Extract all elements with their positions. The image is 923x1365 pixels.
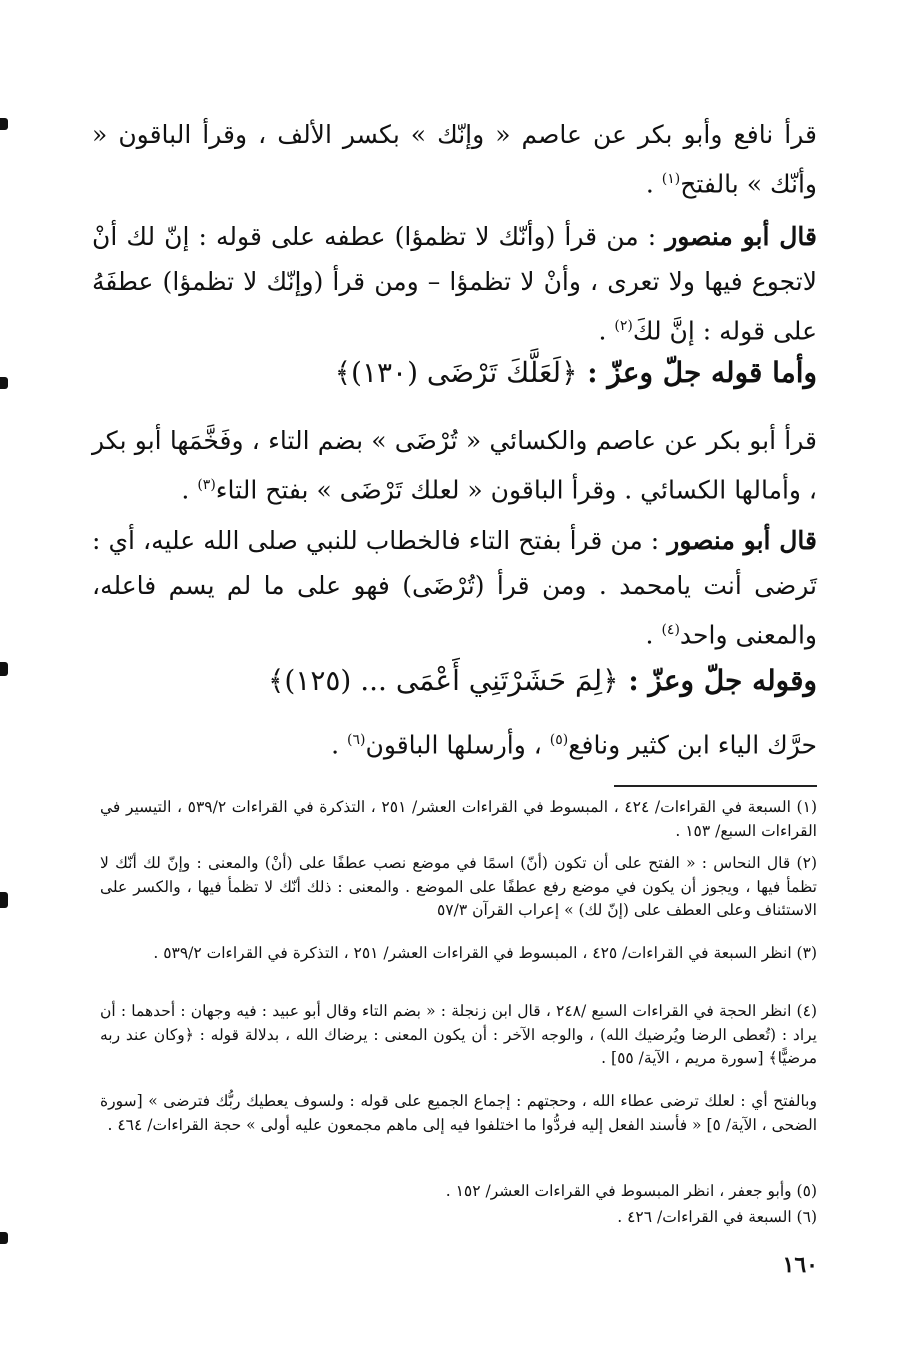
quranic-verse: ﴿لَعَلَّكَ تَرْضَى (١٣٠)﴾ (334, 356, 578, 389)
left-margin-mark (0, 892, 8, 908)
paragraph-reading-1: قرأ نافع وأبو بكر عن عاصم « وإنّك » بكسر الألف ، وقرأ الباقون « وأنّك » بالفتح$^{(١)}$ . (92, 120, 817, 199)
paragraph-reading-2: قرأ أبو بكر عن عاصم والكسائي « تُرْضَى » بضم التاء ، وفَخَّمَها أبو بكر ، وأمالها الكسائي . وقرأ الباقون « لعلك تَرْضَى » بفتح التاء$^{(٣)}$ . (92, 426, 817, 505)
speaker-label: قال أبو منصور (665, 222, 818, 251)
verse-heading-1: وأما قوله جلّ وعزّ : ﴿لَعَلَّكَ تَرْضَى (١٣٠)﴾ (334, 356, 817, 389)
footnote-ref: (٤) (661, 622, 680, 638)
footnote-divider (614, 785, 817, 787)
page-number: ١٦٠ (782, 1252, 818, 1278)
paragraph-commentary-1: قال أبو منصور : من قرأ (وأنّك لا تظمؤا) عطفه على قوله : إنّ لك أنْ لاتجوع فيها ولا تعرى ، وأنْ لا تظمؤا – ومن قرأ (وإنّك لا تظمؤا) عطفَهُ على قوله : إنَّ لكَ$^{(٢)}$ . (92, 222, 818, 346)
footnote-3: (٣) انظر السبعة في القراءات/ ٤٢٥ ، المبسوط في القراءات العشر/ ٢٥١ ، التذكرة في القراءات ٥٣٩/٢ . (153, 944, 817, 962)
left-margin-mark (0, 118, 8, 130)
footnote-4: (٤) انظر الحجة في القراءات السبع /٢٤٨ ، قال ابن زنجلة : « بضم التاء وقال أبو عبيد : فيه وجهان : أحدهما : أن يراد : (تُعطى الرضا ويُرضيك الله) ، والوجه الآخر : أن يكون المعنى : يرضاك الله ، بدلالة قوله : ﴿وكان عند ربه مرضيًّا﴾ [سورة مريم ، الآية/ ٥٥] . (100, 1002, 817, 1067)
quranic-verse: ﴿لِمَ حَشَرْتَنِي أَعْمَى ... (١٢٥)﴾ (267, 664, 619, 697)
footnote-4-continued: وبالفتح أي : لعلك ترضى عطاء الله ، وحجتهم : إجماع الجميع على قوله : ولسوف يعطيك ربُّك فترضى » [سورة الضحى ، الآية/ ٥] « فأسند الفعل إليه فردُّوا ما اختلفوا فيه إلى ماهم مجمعون عليه أولى » حجة القراءات/ ٤٦٤ . (100, 1092, 817, 1134)
footnote-ref: (٣) (197, 477, 216, 493)
footnote-5: (٥) وأبو جعفر ، انظر المبسوط في القراءات العشر/ ١٥٢ . (445, 1182, 817, 1200)
speaker-label: قال أبو منصور (667, 526, 818, 555)
footnote-1: (١) السبعة في القراءات/ ٤٢٤ ، المبسوط في القراءات العشر/ ٢٥١ ، التذكرة في القراءات ٥٣٩/٢ ، التيسير في القراءات السبع/ ١٥٣ . (100, 798, 817, 840)
left-margin-mark (0, 662, 8, 676)
footnote-2: (٢) قال النحاس : « الفتح على أن تكون (أنّ) اسمًا في موضع نصب عطفًا على (أنْ) والمعنى : وإنّ لك أنّك لا تظمأ فيها ، ويجوز أن يكون في موضع رفع عطفًا على الموضع . والمعنى : ذلك أنّك لا تظمأ فيها ، والكسر على الاستئناف وعلى العطف على (إنّ لك) » إعراب القرآن ٥٧/٣ (100, 854, 817, 919)
footnote-ref: (٥) (549, 732, 569, 748)
left-margin-mark (0, 1232, 8, 1244)
footnote-6: (٦) السبعة في القراءات/ ٤٢٦ . (617, 1208, 817, 1226)
paragraph-commentary-2: قال أبو منصور : من قرأ بفتح التاء فالخطاب للنبي صلى الله عليه، أي : تَرضى أنت يامحمد . ومن قرأ (تُرْضَى) فهو على ما لم يسم فاعله، والمعنى واحد$^{(٤)}$ . (92, 526, 818, 650)
left-margin-mark (0, 377, 8, 389)
verse-heading-2: وقوله جلّ وعزّ : ﴿لِمَ حَشَرْتَنِي أَعْمَى ... (١٢٥)﴾ (267, 664, 817, 697)
footnote-ref: (٢) (614, 318, 633, 334)
footnote-ref: (١) (661, 171, 681, 187)
footnote-ref: (٦) (346, 732, 366, 748)
paragraph-reading-3: حرَّك الياء ابن كثير ونافع$^{(٥)}$ ، وأرسلها الباقون$^{(٦)}$ . (331, 730, 817, 760)
